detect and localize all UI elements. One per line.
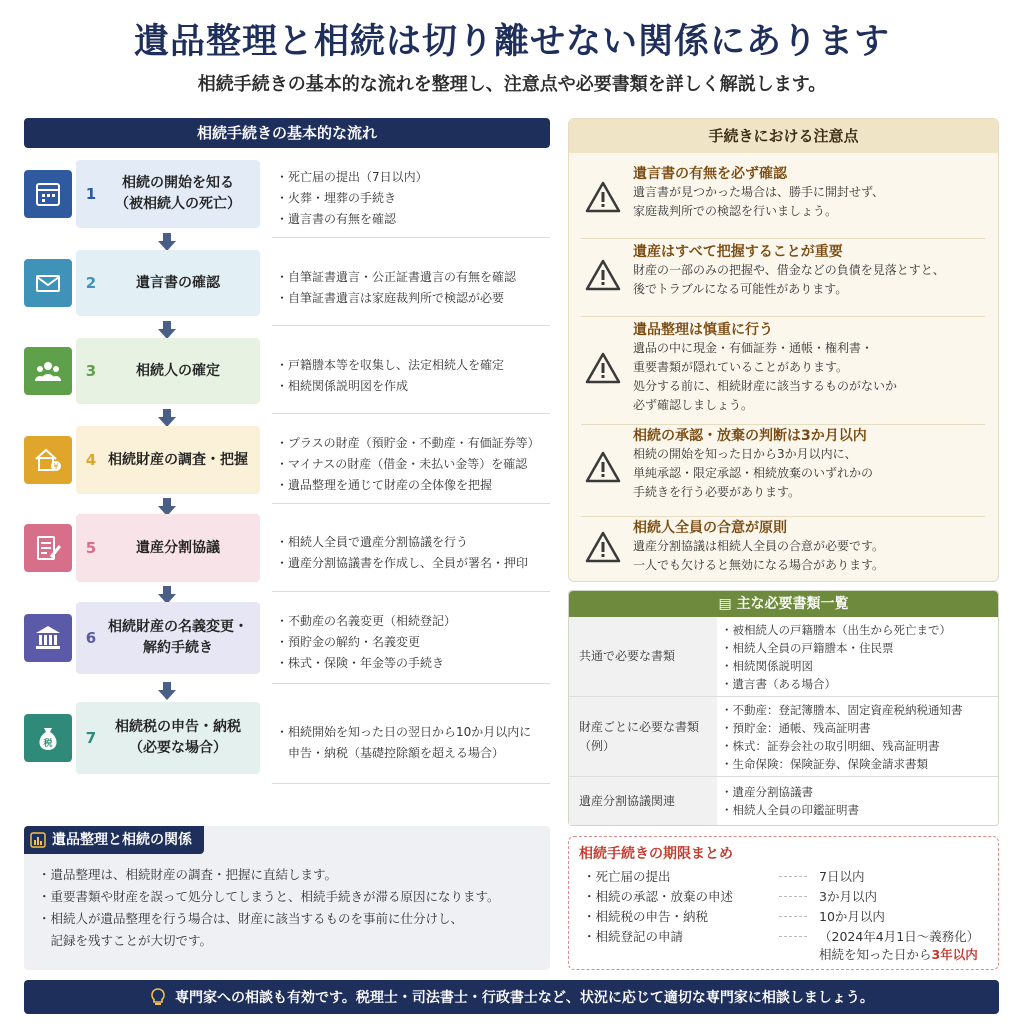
- step-box: [76, 338, 260, 404]
- warning-icon: [585, 259, 621, 291]
- footer-text: 専門家への相談も有効です。税理士・司法書士・行政書士など、状況に応じて適切な専門家に相談しましょう。: [175, 990, 874, 1006]
- flow-step: [24, 338, 550, 404]
- step-note: 申告・納税（基礎控除額を超える場合）: [276, 745, 505, 760]
- step-title: 相続の開始を知る （被相続人の死亡）: [115, 175, 241, 212]
- documents-item: ・生命保険：保険証券、保険金請求書類: [721, 757, 928, 771]
- deadline-leader: [779, 896, 807, 897]
- footer-banner: [24, 980, 999, 1014]
- step-title: 相続人の確定: [136, 362, 220, 379]
- caution-item: [581, 241, 985, 317]
- caution-item: [581, 517, 985, 585]
- relation-item: ・遺品整理は、相続財産の調査・把握に直結します。: [38, 867, 338, 882]
- documents-list: [721, 701, 963, 773]
- step-number: 2: [85, 274, 97, 292]
- svg-text:税: 税: [43, 739, 53, 749]
- step-note: ・死亡届の提出（7日以内）: [276, 170, 428, 184]
- deadline-label: ・相続の承認・放棄の申述: [583, 889, 734, 904]
- documents-header-label: 主な必要書類一覧: [736, 596, 849, 612]
- step-notes: [272, 426, 550, 504]
- step-note: ・火葬・埋葬の手続き: [276, 191, 397, 205]
- step-note: ・遺品整理を通じて財産の全体像を把握: [276, 478, 493, 492]
- step-number: 5: [85, 539, 97, 557]
- caution-title: 遺言書の有無を必ず確認: [633, 166, 787, 182]
- deadline-row: [583, 887, 983, 907]
- documents-item: ・不動産：登記簿謄本、固定資産税納税通知書: [721, 703, 963, 717]
- deadline-note: [583, 945, 983, 965]
- caution-line: 遺産分割協議は相続人全員の合意が必要です。: [633, 539, 885, 553]
- deadline-value: 7日以内: [819, 869, 865, 884]
- step-notes: [272, 514, 550, 592]
- documents-category: 共通で必要な書類: [569, 617, 717, 696]
- calendar-icon: [24, 170, 72, 218]
- step-number: 7: [85, 729, 97, 747]
- caution-line: 家庭裁判所での検認を行いましょう。: [633, 204, 838, 218]
- step-number: 4: [85, 451, 97, 469]
- warning-icon: [585, 531, 621, 563]
- caution-title: 相続の承認・放棄の判断は3か月以内: [633, 428, 867, 444]
- documents-header: [569, 591, 998, 617]
- documents-category: 遺産分割協議関連: [569, 777, 717, 825]
- envelope-icon: [24, 259, 72, 307]
- step-box: [76, 602, 260, 674]
- documents-row: [569, 617, 998, 697]
- caution-body: [633, 445, 873, 502]
- deadline-leader: [779, 936, 807, 937]
- step-note: ・遺言書の有無を確認: [276, 212, 397, 226]
- deadline-label: ・死亡届の提出: [583, 869, 671, 884]
- deadline-row: [583, 907, 983, 927]
- step-box: [76, 250, 260, 316]
- caution-line: 処分する前に、相続財産に該当するものがないか: [633, 379, 898, 393]
- caution-line: 遺品の中に現金・有価証券・通帳・権利書・: [633, 341, 874, 355]
- step-note: ・不動産の名義変更（相続登記）: [276, 614, 457, 628]
- step-note: ・預貯金の解約・名義変更: [276, 635, 421, 649]
- step-box: [76, 426, 260, 494]
- down-arrow-icon: [158, 690, 176, 700]
- step-notes: [272, 160, 550, 238]
- deadline-row: [583, 867, 983, 887]
- deadline-leader: [779, 916, 807, 917]
- caution-line: 重要書類が隠れていることがあります。: [633, 360, 849, 374]
- deadline-row: [583, 927, 983, 947]
- caution-line: 手続きを行う必要があります。: [633, 485, 801, 499]
- step-note: ・戸籍謄本等を収集し、法定相続人を確定: [276, 357, 505, 372]
- step-number: 1: [85, 185, 97, 203]
- documents-list: [721, 783, 859, 819]
- document-pen-icon: [24, 524, 72, 572]
- step-notes: [272, 250, 550, 326]
- warning-icon: [585, 352, 621, 384]
- deadline-title: 相続手続きの期限まとめ: [579, 846, 733, 862]
- warning-icon: [585, 181, 621, 213]
- step-note: ・相続人全員で遺産分割協議を行う: [276, 534, 469, 549]
- svg-text:¥: ¥: [53, 462, 59, 471]
- caution-item: [581, 319, 985, 425]
- document-icon: ▤: [718, 596, 737, 612]
- documents-category: 財産ごとに必要な書類 （例）: [569, 697, 717, 776]
- warning-icon: [585, 451, 621, 483]
- house-coin-icon: [24, 436, 72, 484]
- relation-box: [24, 826, 550, 970]
- step-notes: [272, 702, 550, 784]
- deadline-box: [568, 836, 999, 970]
- step-notes: [272, 602, 550, 684]
- caution-line: 一人でも欠けると無効になる場合があります。: [633, 558, 885, 572]
- deadline-leader: [779, 876, 807, 877]
- relation-item: 記録を残すことが大切です。: [38, 933, 213, 948]
- step-title: 相続財産の調査・把握: [108, 451, 248, 468]
- step-note: ・自筆証書遺言は家庭裁判所で検認が必要: [276, 290, 505, 305]
- page-title: 遺品整理と相続は切り離せない関係にあります: [133, 22, 890, 62]
- caution-line: 後でトラブルになる可能性があります。: [633, 282, 848, 296]
- step-title: 相続税の申告・納税 （必要な場合）: [115, 719, 241, 756]
- step-box: [76, 514, 260, 582]
- relation-item: ・重要書類や財産を誤って処分してしまうと、相続手続きが滞る原因になります。: [38, 889, 500, 904]
- documents-list: [721, 621, 951, 693]
- flow-step: [24, 160, 550, 228]
- step-note: ・遺産分割協議書を作成し、全員が署名・押印: [276, 555, 529, 570]
- documents-row: [569, 777, 998, 825]
- documents-item: ・遺産分割協議書: [721, 785, 813, 799]
- flow-step: [24, 426, 550, 494]
- caution-box: [568, 118, 999, 582]
- caution-item: [581, 163, 985, 239]
- people-icon: [24, 347, 72, 395]
- caution-body: [633, 339, 897, 415]
- step-note: ・マイナスの財産（借金・未払い金等）を確認: [276, 457, 528, 471]
- deadline-value: 10か月以内: [819, 909, 885, 924]
- step-notes: [272, 338, 550, 414]
- flow-step: [24, 602, 550, 674]
- step-number: 3: [85, 362, 97, 380]
- caution-line: 財産の一部のみの把握や、借金などの負債を見落とすと、: [633, 263, 945, 277]
- step-note: ・株式・保険・年金等の手続き: [276, 656, 445, 670]
- lightbulb-icon: [149, 987, 167, 1007]
- caution-line: 遺言書が見つかった場合は、勝手に開封せず、: [633, 185, 885, 199]
- documents-item: ・預貯金：通帳、残高証明書: [721, 721, 871, 735]
- caution-item: [581, 425, 985, 517]
- step-box: [76, 702, 260, 774]
- deadline-note-text: [819, 945, 978, 963]
- step-note: ・相続関係説明図を作成: [276, 378, 409, 393]
- caution-body: [633, 261, 945, 299]
- flow-header: 相続手続きの基本的な流れ: [24, 118, 550, 148]
- caution-line: 必ず確認しましょう。: [633, 398, 754, 412]
- deadline-label: ・相続税の申告・納税: [583, 909, 709, 924]
- step-title: 遺言書の確認: [136, 274, 220, 291]
- step-note: ・プラスの財産（預貯金・不動産・有価証券等）: [276, 436, 540, 450]
- flow-step: [24, 250, 550, 316]
- documents-item: ・相続人全員の印鑑証明書: [721, 803, 859, 817]
- flow-step: [24, 702, 550, 774]
- step-title: 遺産分割協議: [136, 539, 220, 556]
- deadline-label: ・相続登記の申請: [583, 929, 684, 944]
- step-note: ・自筆証書遺言・公正証書遺言の有無を確認: [276, 269, 517, 284]
- page-subtitle: 相続手続きの基本的な流れを整理し、注意点や必要書類を詳しく解説します。: [197, 74, 827, 95]
- documents-item: ・遺言書（ある場合）: [721, 677, 836, 691]
- caution-body: [633, 183, 884, 221]
- deadline-note-prefix: 相続を知った日から: [819, 947, 932, 962]
- caution-line: 相続の開始を知った日から3か月以内に、: [633, 447, 857, 461]
- documents-table: [568, 590, 999, 826]
- step-title: 相続財産の名義変更・ 解約手続き: [108, 619, 248, 656]
- relation-item: ・相続人が遺品整理を行う場合は、財産に該当するものを事前に仕分けし、: [38, 911, 464, 926]
- documents-item: ・被相続人の戸籍謄本（出生から死亡まで）: [721, 623, 951, 637]
- bank-icon: [24, 614, 72, 662]
- relation-list: [38, 864, 500, 952]
- step-note: ・相続開始を知った日の翌日から10か月以内に: [276, 724, 532, 739]
- step-number: 6: [85, 629, 97, 647]
- relation-header: [24, 826, 204, 854]
- step-box: [76, 160, 260, 228]
- caution-header: 手続きにおける注意点: [569, 119, 998, 153]
- chart-icon: [30, 832, 46, 848]
- money-bag-icon: [24, 714, 72, 762]
- documents-row: [569, 697, 998, 777]
- documents-item: ・相続関係説明図: [721, 659, 813, 673]
- caution-line: 単純承認・限定承認・相続放棄のいずれかの: [633, 466, 874, 480]
- deadline-value: 3か月以内: [819, 889, 877, 904]
- flow-step: [24, 514, 550, 582]
- caution-body: [633, 537, 884, 575]
- documents-item: ・株式：証券会社の取引明細、残高証明書: [721, 739, 940, 753]
- deadline-value: （2024年4月1日～義務化）: [819, 929, 980, 944]
- caution-title: 相続人全員の合意が原則: [633, 520, 787, 536]
- relation-header-label: 遺品整理と相続の関係: [52, 832, 192, 848]
- caution-title: 遺産はすべて把握することが重要: [633, 244, 843, 260]
- deadline-note-emphasis: 3年以内: [931, 947, 978, 962]
- caution-title: 遺品整理は慎重に行う: [633, 322, 773, 338]
- documents-item: ・相続人全員の戸籍謄本・住民票: [721, 641, 894, 655]
